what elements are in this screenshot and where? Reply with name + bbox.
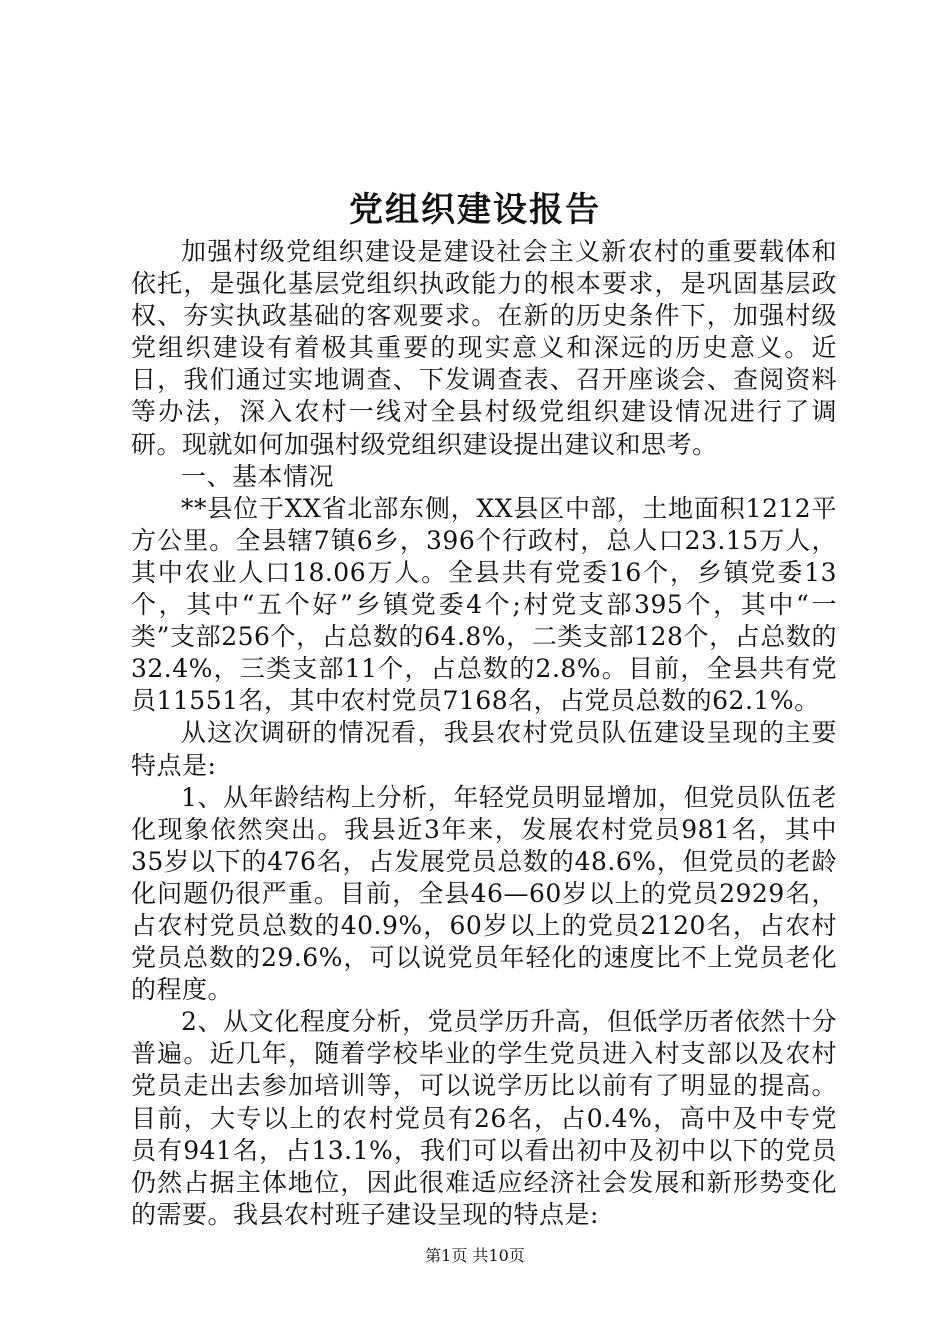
- document-body: [131, 236, 837, 1231]
- paragraph-age-structure: 1、从年龄结构上分析，年轻党员明显增加，但党员队伍老化现象依然突出。我县近3年来，发展农村党员981名，其中35岁以下的476名，占发展党员总数的48.6%，但党员的老龄化问题仍很严重。目前，全县46—60岁以上的党员2929名，占农村党员总数的40.9%，60岁以上的党员2120名，占农村党员总数的29.6%，可以说党员年轻化的速度比不上党员老化的程度。: [131, 782, 837, 1005]
- paragraph-intro: 加强村级党组织建设是建设社会主义新农村的重要载体和依托，是强化基层党组织执政能力的根本要求，是巩固基层政权、夯实执政基础的客观要求。在新的历史条件下，加强村级党组织建设有着极其重要的现实意义和深远的历史意义。近日，我们通过实地调查、下发调查表、召开座谈会、查阅资料等办法，深入农村一线对全县村级党组织建设情况进行了调研。现就如何加强村级党组织建设提出建议和思考。: [131, 237, 837, 459]
- section-heading-basic-situation: 一、基本情况: [181, 461, 335, 491]
- document-title: 党组织建设报告: [349, 190, 601, 230]
- paragraph-county-overview: **县位于XX省北部东侧，XX县区中部，土地面积1212平方公里。全县辖7镇6乡，396个行政村，总人口23.15万人，其中农业人口18.06万人。全县共有党委16个，乡镇党委13个，其中“五个好”乡镇党委4个;村党支部395个，其中“一类”支部256个，占总数的64.8%，二类支部128个，占总数的32.4%，三类支部11个，占总数的2.8%。目前，全县共有党员11551名，其中农村党员7168名，占党员总数的62.1%。: [131, 493, 837, 716]
- paragraph-survey-features: 从这次调研的情况看，我县农村党员队伍建设呈现的主要特点是:: [131, 718, 837, 780]
- paragraph-education-level: 2、从文化程度分析，党员学历升高，但低学历者依然十分普遍。近几年，随着学校毕业的学生党员进入村支部以及农村党员走出去参加培训等，可以说学历比以前有了明显的提高。目前，大专以上的农村党员有26名，占0.4%，高中及中专党员有941名，占13.1%，我们可以看出初中及初中以下的党员仍然占据主体地位，因此很难适应经济社会发展和新形势变化的需要。我县农村班子建设呈现的特点是:: [131, 1007, 837, 1229]
- page-footer: 第1页 共10页: [425, 1246, 525, 1265]
